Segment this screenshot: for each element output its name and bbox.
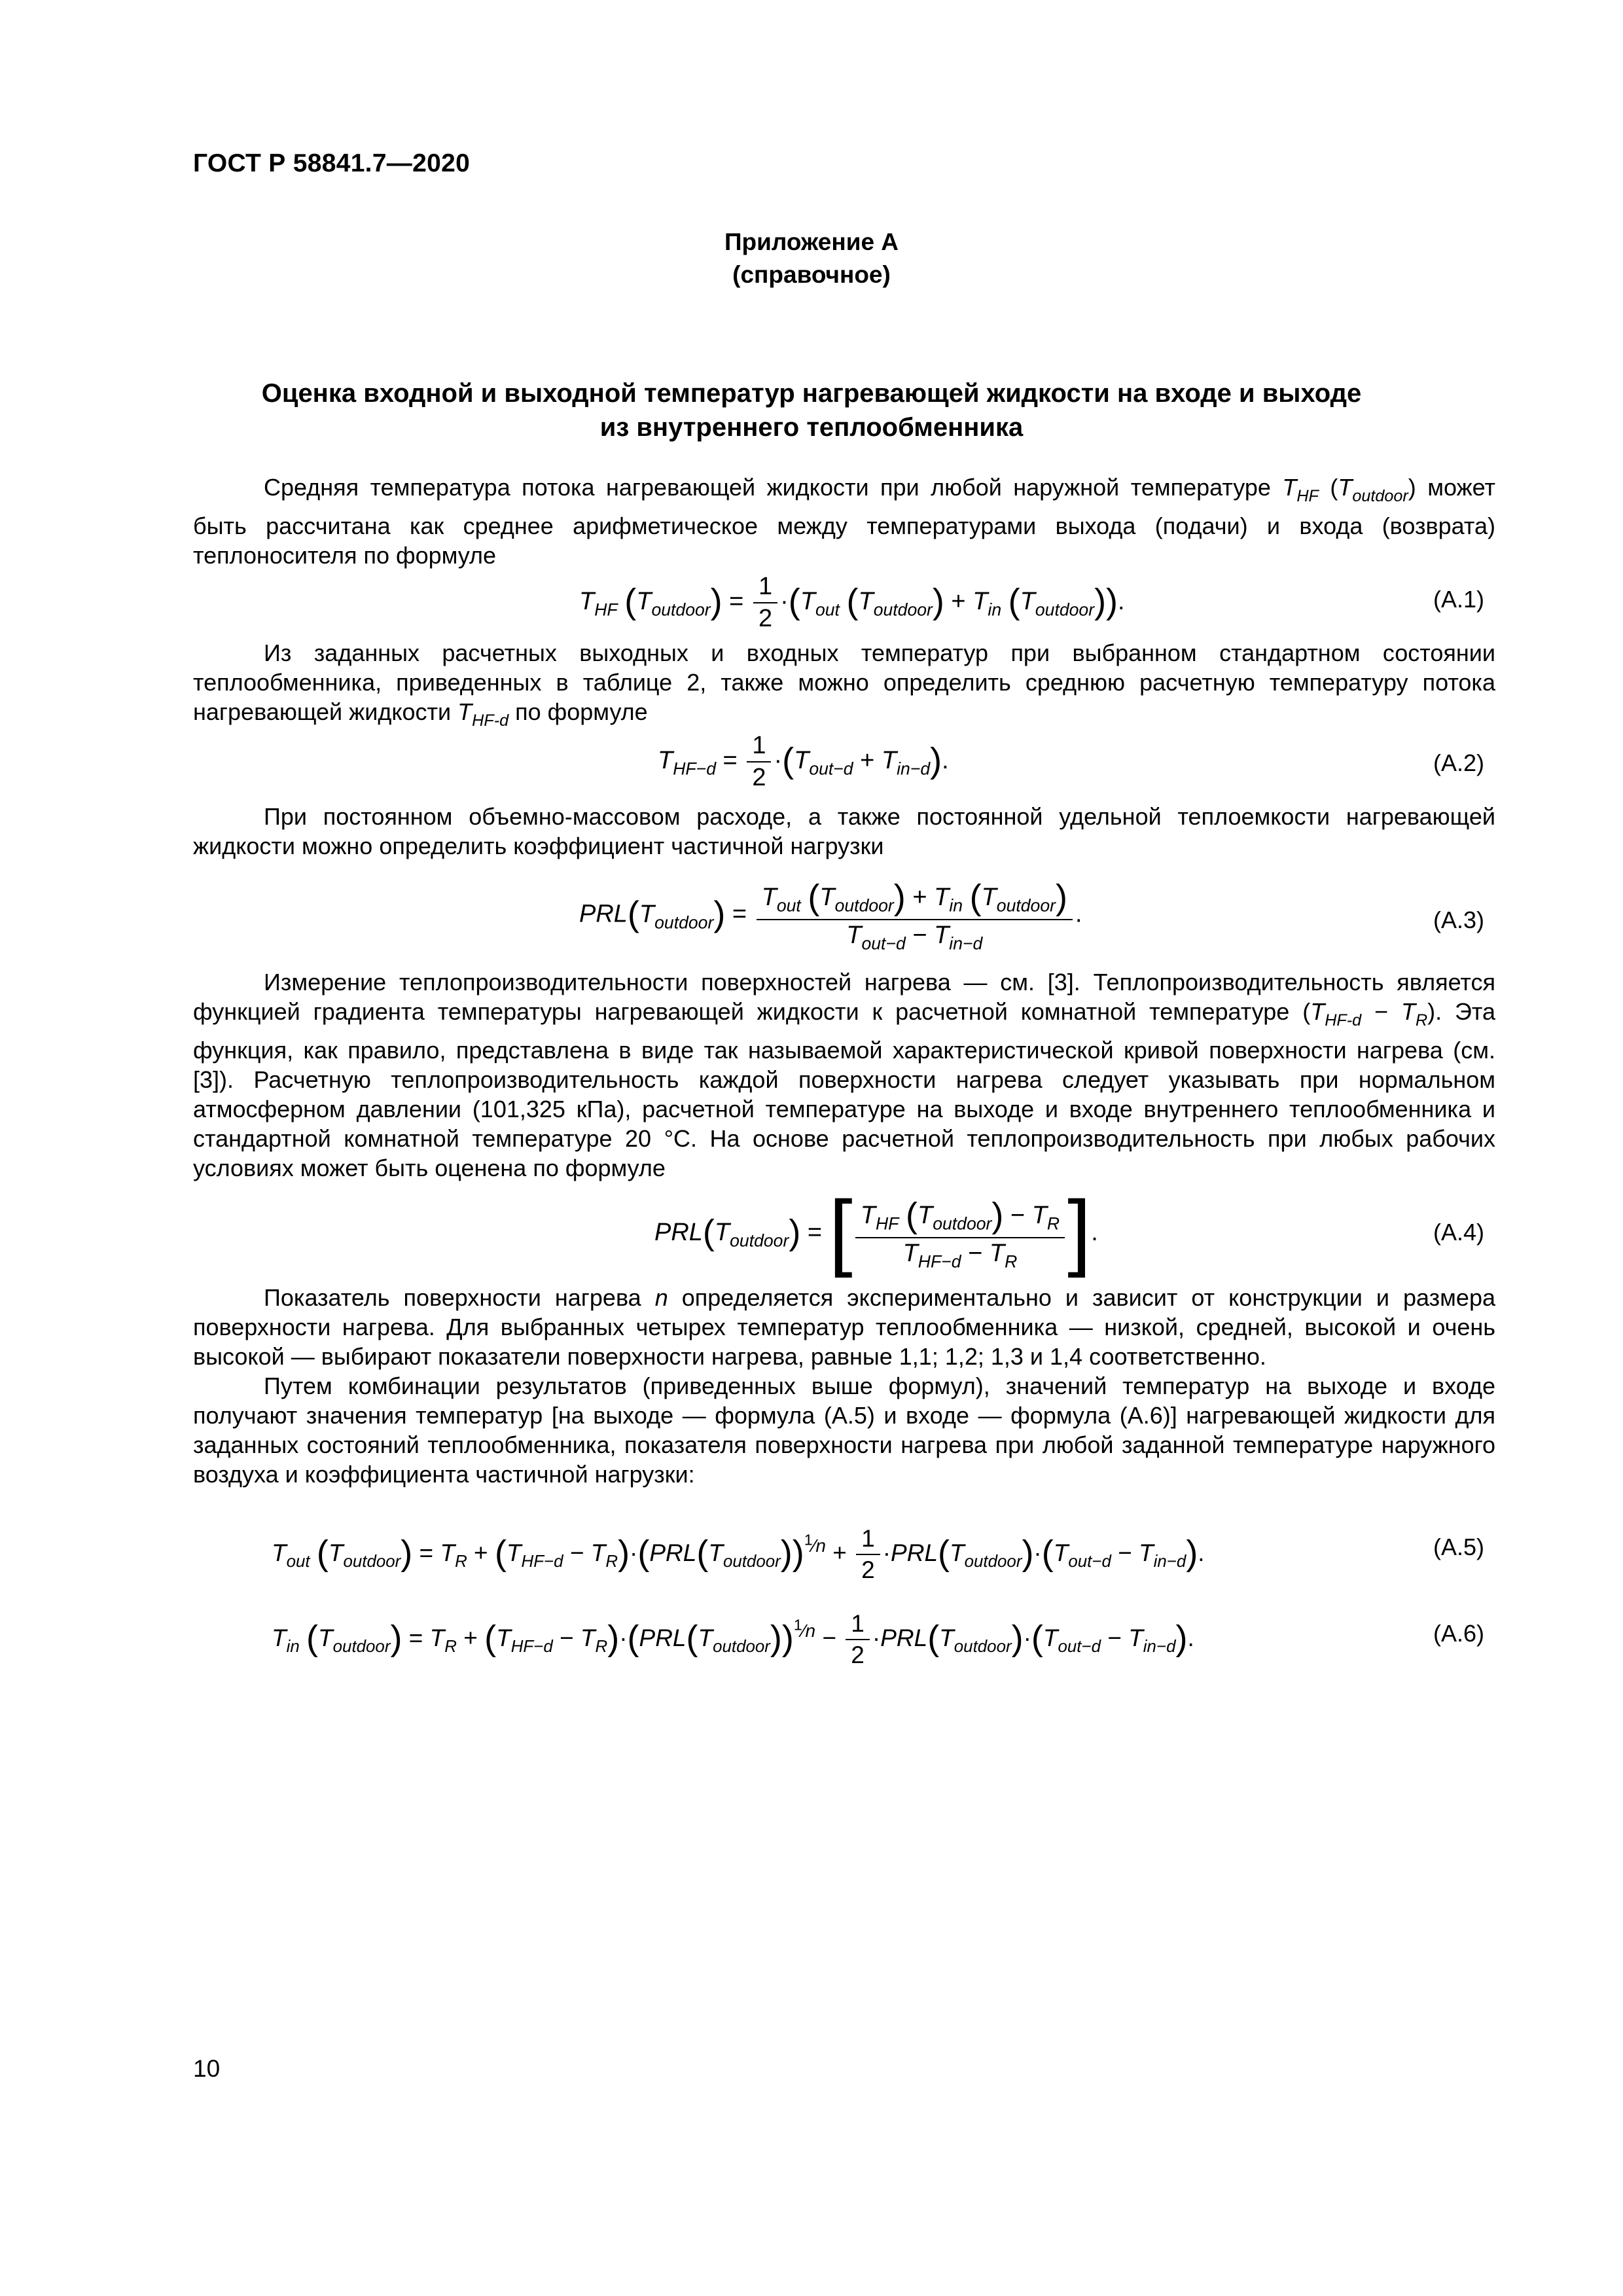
page-number: 10: [193, 2055, 221, 2082]
section-title-line2: из внутреннего теплообменника: [599, 413, 1024, 442]
equation-number-a2: (А.2): [1433, 749, 1485, 776]
annex-heading: [0, 226, 1623, 291]
paragraph-2: Из заданных расчетных выходных и входных температур при выбранном стандартном состоянии теплообменника, приведенных в таблице 2, также можно определить среднюю расчетную температуру потока нагревающей жидкости $T_{HF-d}$ по формуле: [193, 639, 1495, 730]
equation-number-a3: (А.3): [1433, 906, 1485, 933]
formula-a2: $T_{HF-d}$ = $\frac{1}{2}$ $\cdot(T_{out-d} + T_{in-d})$.: [658, 732, 949, 791]
formula-a1: $T_{HF}$ $(T_{outdoor})$ = $\frac{1}{2}$ $\cdot(T_{out}$ $(T_{outdoor}) + T_{in}$ $(T_{outdoor})$).: [579, 573, 1125, 632]
section-title: [0, 376, 1623, 444]
formula-a5: $T_{out}$ $(T_{outdoor}) = T_R + (T_{HF-d} - T_R)\cdot(PRL(T_{outdoor}))^{^1⁄n}$ + $\frac{1}{2}$ $\cdot PRL(T_{outdoor})\cdot(T_{out-d} - T_{in-d})$.: [272, 1525, 1205, 1583]
equation-number-a5: (А.5): [1433, 1534, 1485, 1560]
paragraph-1: Средняя температура потока нагревающей жидкости при любой наружной температуре $T_{HF}$ $(T_{outdoor})$ может быть рассчитана как среднее арифметическое между температурами выхода (подачи) и входа (возврата) теплоносителя по формуле: [193, 474, 1495, 569]
standard-designation: ГОСТ Р 58841.7—2020: [193, 149, 471, 177]
section-title-line1: Оценка входной и выходной температур нагревающей жидкости на входе и выходе: [261, 379, 1362, 408]
paragraph-3: При постоянном объемно-массовом расходе, а также постоянной удельной теплоемкости нагревающей жидкости можно определить коэффициент частичной нагрузки: [193, 803, 1495, 859]
equation-number-a4: (А.4): [1433, 1219, 1485, 1246]
paragraph-5: Показатель поверхности нагрева n определяется экспериментально и зависит от конструкции и размера поверхности нагрева. Для выбранных четырех температур теплообменника — низкой, средней, высокой и очень высокой — выбирают показатели поверхности нагрева, равные 1,1; 1,2; 1,3 и 1,4 соответственно.: [193, 1284, 1495, 1370]
annex-title: Приложение А: [724, 228, 899, 255]
formula-a4: $PRL(T_{outdoor})$ = [ $\frac{T_{HF} (T_{outdoor}) - T_R}{T_{HF-d} - T_R}$ ].: [654, 1183, 1098, 1278]
equation-number-a1: (А.1): [1433, 586, 1485, 613]
formula-a6: $T_{in}$ $(T_{outdoor}) = T_R + (T_{HF-d} - T_R)\cdot(PRL(T_{outdoor}))^{^1⁄n}$ − $\frac{1}{2}$ $\cdot PRL(T_{outdoor})\cdot(T_{out-d} - T_{in-d})$.: [272, 1610, 1194, 1668]
formula-a3: $PRL(T_{outdoor})$ = $\frac{T_{out} (T_{outdoor}) + T_{in} (T_{outdoor})}{T_{out-d} - T_{in-d}}$ .: [579, 878, 1082, 954]
paragraph-4: Измерение теплопроизводительности поверхностей нагрева — см. [3]. Теплопроизводительность является функцией градиента температуры нагревающей жидкости к расчетной комнатной температуре $(T_{HF-d} - T_R)$. Эта функция, как правило, представлена в виде так называемой характеристической кривой поверхности нагрева (см. [3]). Расчетную теплопроизводительность каждой поверхности нагрева следует указывать при нормальном атмосферном давлении (101,325 кПа), расчетной температуре на выходе и входе внутреннего теплообменника и стандартной комнатной температуре 20 °C. На основе расчетной теплопроизводительность при любых рабочих условиях может быть оценена по формуле: [193, 969, 1496, 1181]
equation-number-a6: (А.6): [1433, 1620, 1485, 1647]
paragraph-6: Путем комбинации результатов (приведенных выше формул), значений температур на выходе и входе получают значения температур [на выходе — формула (А.5) и входе — формула (А.6)] нагревающей жидкости для заданных состояний теплообменника, показателя поверхности нагрева при любой заданной температуре наружного воздуха и коэффициента частичной нагрузки:: [193, 1372, 1495, 1488]
annex-subtitle: (справочное): [732, 261, 891, 288]
